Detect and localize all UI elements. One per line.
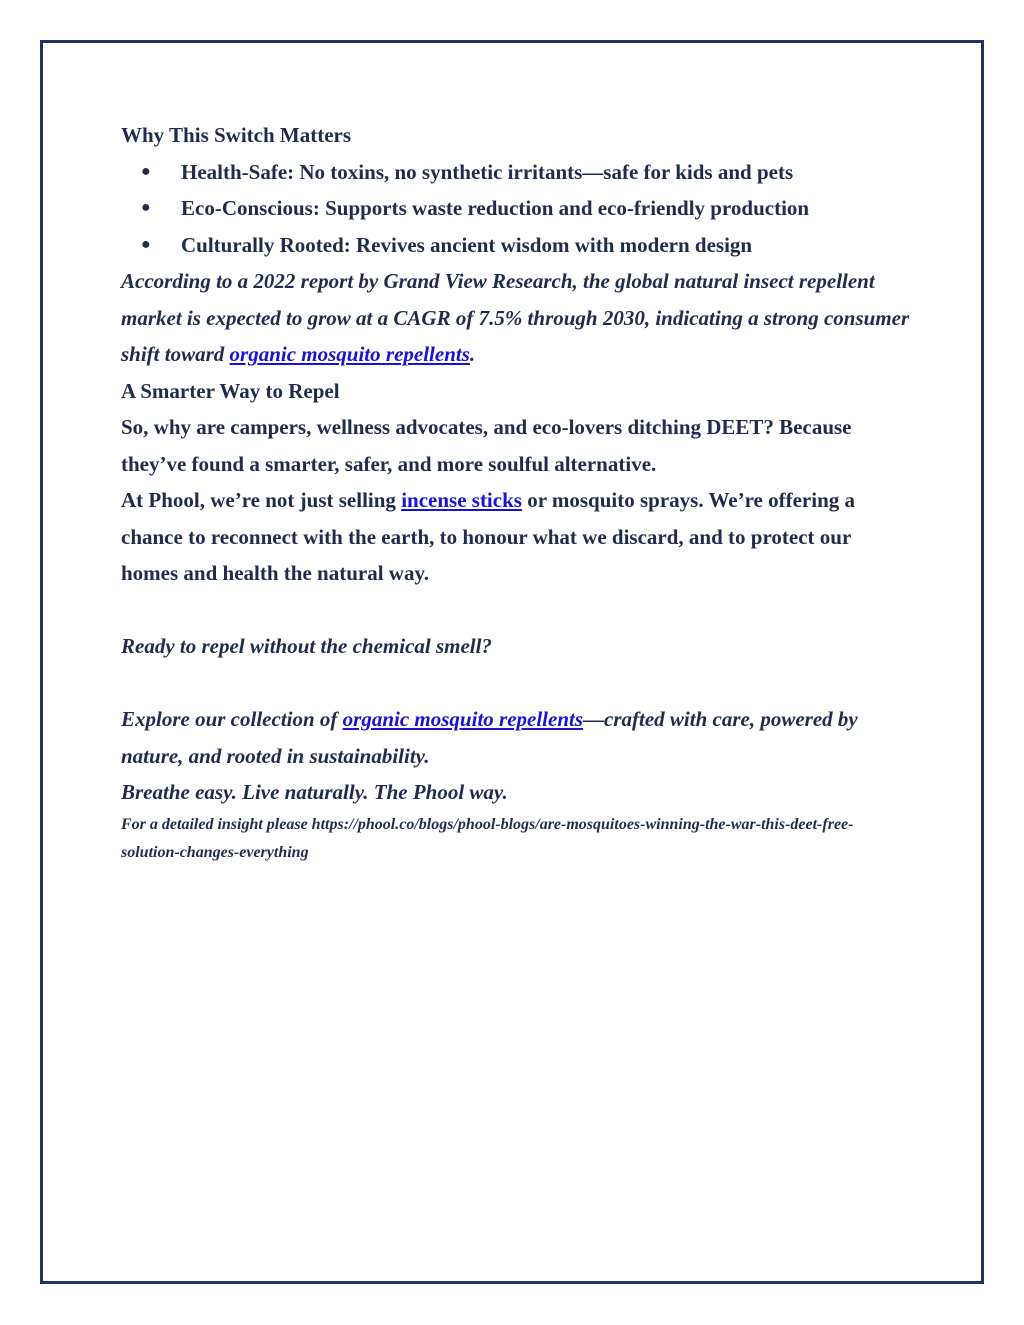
list-item: [121, 227, 911, 264]
section-heading-smarter-way: A Smarter Way to Repel: [121, 378, 340, 403]
explore-text-end: —crafted with care, powered by nature, and rooted in sustainability.: [121, 707, 858, 768]
document-body: [121, 117, 911, 867]
bullet-icon: ●: [141, 235, 151, 253]
phool-paragraph: [121, 482, 911, 592]
bullet-icon: ●: [141, 199, 151, 216]
report-paragraph: [121, 263, 911, 373]
report-text: According to a 2022 report by Grand View Research, the global natural insect repellent market is expected to grow at a CAGR of 7.5% through 2030, indicating a strong consumer shift toward: [121, 269, 910, 366]
explore-paragraph: [121, 701, 911, 774]
report-end: .: [469, 342, 476, 366]
bullet-icon: ●: [141, 162, 151, 180]
cta-question: Ready to repel without the chemical smell?: [121, 634, 492, 658]
organic-repellents-collection-link[interactable]: organic mosquito repellents: [342, 707, 584, 731]
bullet-text-eco-conscious: Eco-Conscious: Supports waste reduction and eco-friendly production: [181, 196, 810, 220]
benefits-list: [121, 154, 911, 264]
bullet-text-culturally-rooted: Culturally Rooted: Revives ancient wisdom with modern design: [181, 232, 753, 257]
list-item: [121, 154, 911, 191]
list-item: [121, 190, 911, 227]
explore-text-start: Explore our collection of: [121, 707, 343, 731]
phool-text-end: or mosquito sprays. We’re offering a chance to reconnect with the earth, to honour what we discard, and to protect our homes and health the natural way.: [121, 488, 856, 585]
spacer: [121, 665, 911, 702]
footer-insight-note: For a detailed insight please https://phool.co/blogs/phool-blogs/are-mosquitoes-winning-the-war-this-deet-free-solution-changes-everything: [121, 815, 854, 861]
spacer: [121, 592, 911, 629]
ditching-deet-paragraph: So, why are campers, wellness advocates, and eco-lovers ditching DEET? Because they’ve found a smarter, safer, and more soulful alternative.: [121, 415, 852, 476]
organic-repellents-link[interactable]: organic mosquito repellents: [229, 342, 470, 366]
bullet-text-health-safe: Health-Safe: No toxins, no synthetic irritants—safe for kids and pets: [181, 159, 794, 184]
phool-text-start: At Phool, we’re not just selling: [121, 488, 402, 512]
tagline: Breathe easy. Live naturally. The Phool way.: [121, 780, 508, 804]
section-heading-why-switch: Why This Switch Matters: [121, 123, 352, 147]
incense-sticks-link[interactable]: incense sticks: [401, 488, 522, 512]
